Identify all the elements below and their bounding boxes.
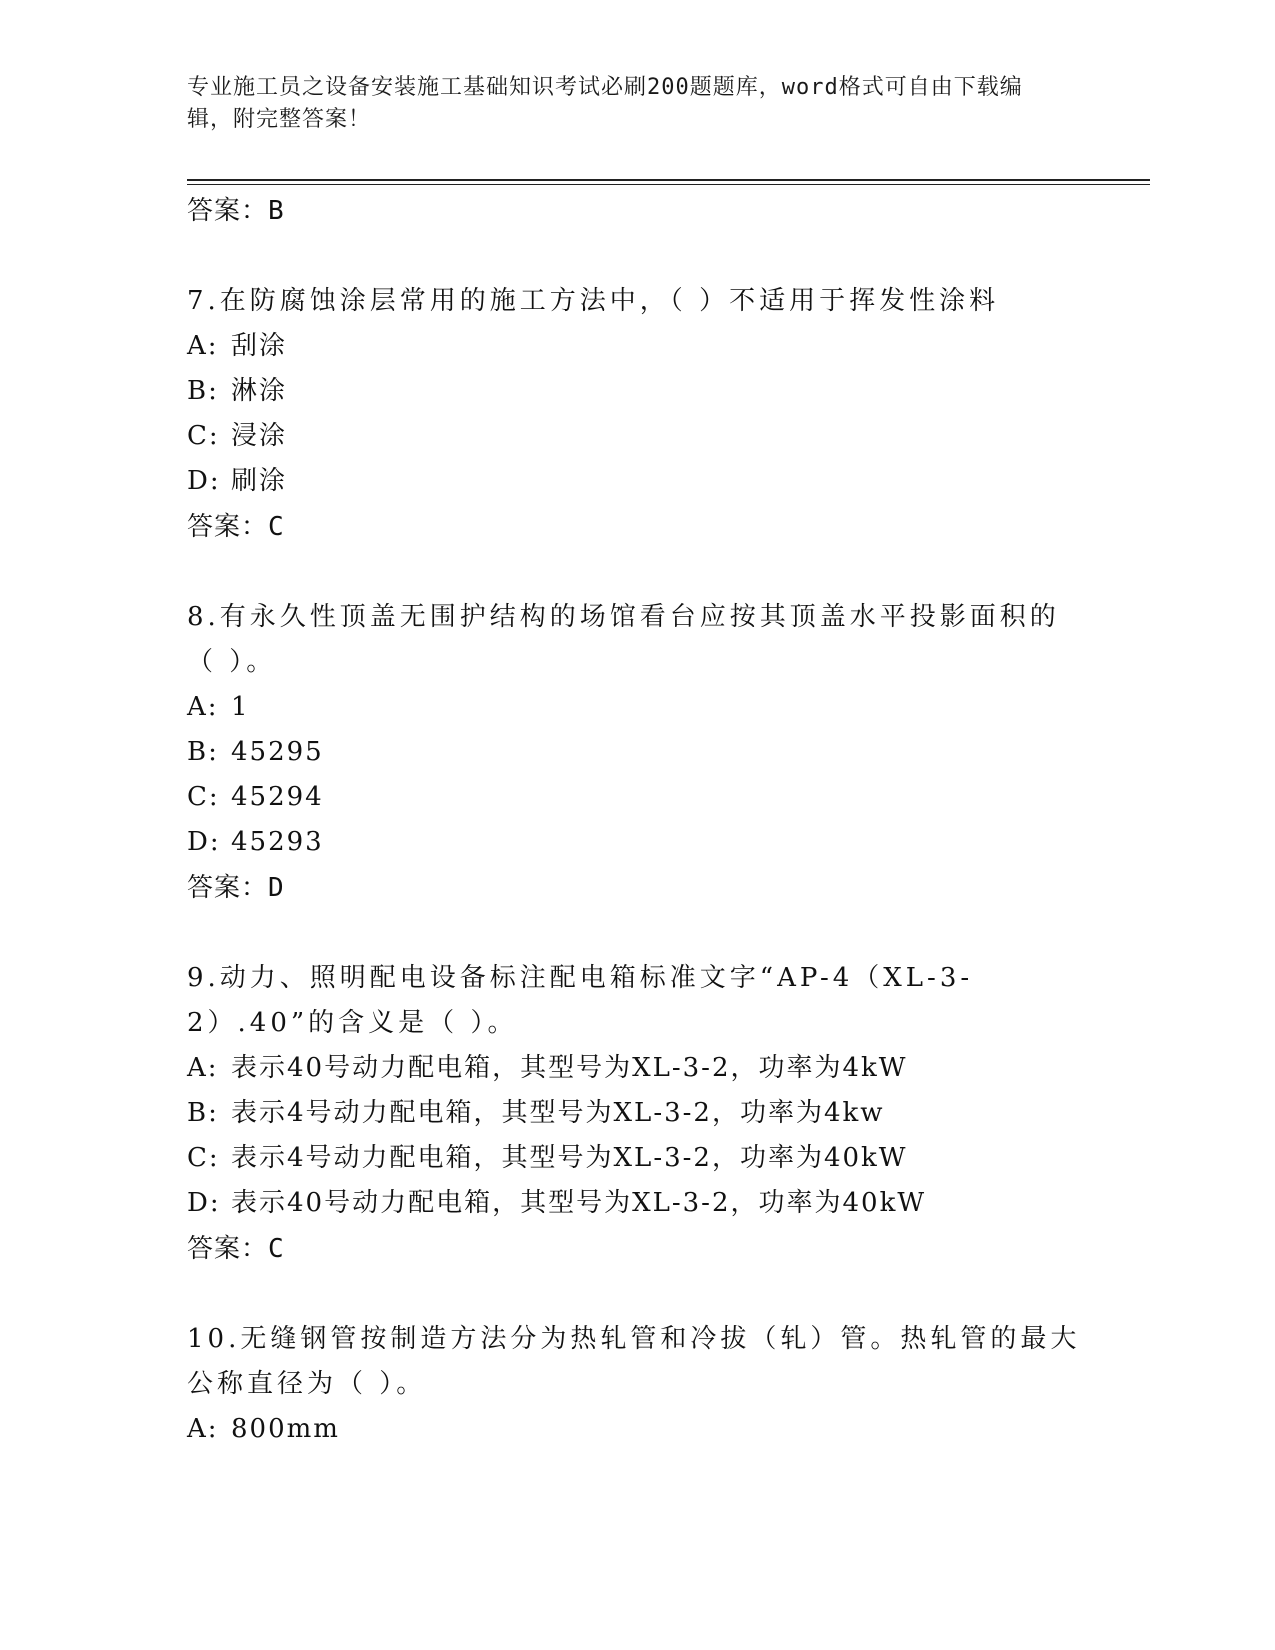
option-letter: B:	[187, 737, 219, 767]
option-text: 45294	[231, 782, 324, 812]
question-list	[187, 188, 1087, 1452]
option-a	[187, 685, 1087, 730]
option-letter: A:	[187, 1053, 219, 1083]
option-d	[187, 459, 1087, 504]
option-letter: D:	[187, 1188, 221, 1218]
option-text: 45295	[231, 737, 324, 767]
answer-line: 答案：C	[187, 512, 285, 542]
option-letter: B:	[187, 376, 219, 406]
question-block	[187, 279, 1087, 550]
option-b	[187, 369, 1087, 414]
option-letter: C:	[187, 1143, 220, 1173]
option-letter: D:	[187, 466, 221, 496]
question-block	[187, 595, 1087, 911]
option-a	[187, 1407, 1087, 1452]
option-letter: C:	[187, 782, 220, 812]
question-text: 8.有永久性顶盖无围护结构的场馆看台应按其顶盖水平投影面积的（ ）。	[187, 602, 1060, 677]
option-c	[187, 775, 1087, 820]
question-block	[187, 956, 1087, 1272]
option-text: 表示4号动力配电箱，其型号为XL-3-2，功率为4kw	[231, 1098, 885, 1128]
header-rule-thick	[187, 179, 1150, 181]
option-b	[187, 730, 1087, 775]
document-header: 专业施工员之设备安装施工基础知识考试必刷200题题库，word格式可自由下载编辑，附完整答案！	[187, 75, 1023, 132]
option-a	[187, 324, 1087, 369]
option-text: 浸涂	[231, 421, 288, 451]
option-text: 800mm	[231, 1414, 340, 1444]
option-letter: C:	[187, 421, 220, 451]
header-rule-thin	[187, 184, 1150, 185]
option-a	[187, 1046, 1087, 1091]
option-text: 1	[231, 692, 250, 722]
option-c	[187, 1136, 1087, 1181]
option-letter: D:	[187, 827, 221, 857]
option-letter: B:	[187, 1098, 219, 1128]
option-text: 表示4号动力配电箱，其型号为XL-3-2，功率为40kW	[231, 1143, 908, 1173]
option-c	[187, 414, 1087, 459]
question-text: 7.在防腐蚀涂层常用的施工方法中，（ ）不适用于挥发性涂料	[187, 286, 1000, 316]
option-text: 刮涂	[231, 331, 288, 361]
option-text: 45293	[231, 827, 324, 857]
option-letter: A:	[187, 331, 219, 361]
question-text: 10.无缝钢管按制造方法分为热轧管和冷拔（轧）管。热轧管的最大公称直径为（ ）。	[187, 1324, 1081, 1399]
question-text: 9.动力、照明配电设备标注配电箱标准文字“AP-4（XL-3-2）.40”的含义是（ ）。	[187, 963, 974, 1038]
option-d	[187, 1181, 1087, 1226]
option-letter: A:	[187, 1414, 219, 1444]
option-letter: A:	[187, 692, 219, 722]
answer-line: 答案：C	[187, 1234, 285, 1264]
option-d	[187, 820, 1087, 865]
question-block	[187, 1317, 1087, 1452]
option-text: 表示40号动力配电箱，其型号为XL-3-2，功率为4kW	[231, 1053, 908, 1083]
option-text: 表示40号动力配电箱，其型号为XL-3-2，功率为40kW	[231, 1188, 927, 1218]
answer-line: 答案：B	[187, 196, 285, 226]
option-text: 刷涂	[231, 466, 288, 496]
option-text: 淋涂	[231, 376, 288, 406]
answer-line: 答案：D	[187, 873, 285, 903]
option-b	[187, 1091, 1087, 1136]
